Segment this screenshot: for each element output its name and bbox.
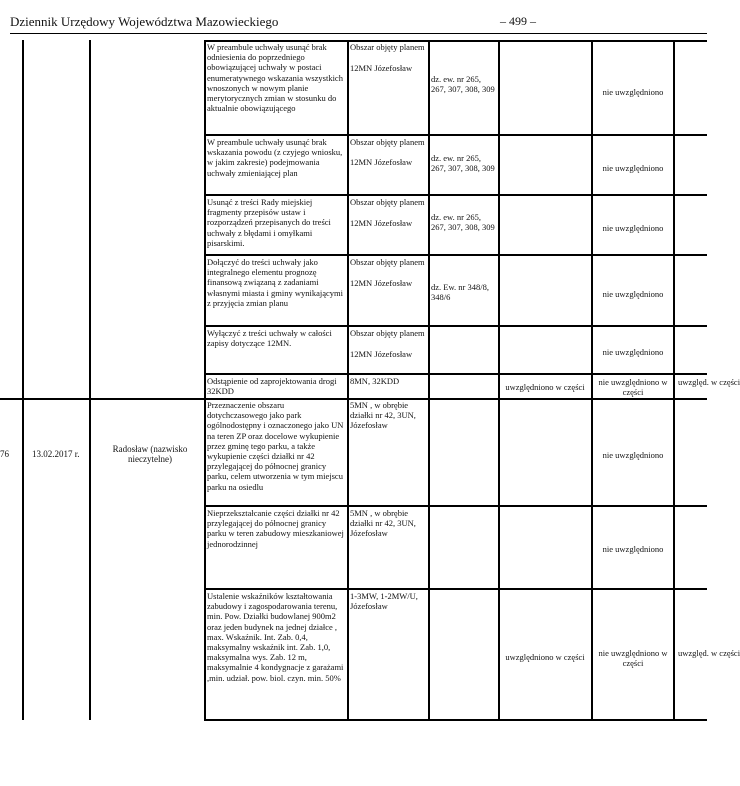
area-zone: 12MN Józefosław (350, 157, 413, 167)
area-zone: 12MN Józefosław (350, 63, 413, 73)
grid-line (204, 325, 707, 327)
status-label: nie uwzględniono w części (598, 648, 668, 669)
request-description: Wyłączyć z treści uchwały w całości zapisy dotyczące 12MN. (207, 328, 332, 349)
grid-line (89, 40, 91, 720)
partial-status: uwzględniono w części (505, 382, 585, 392)
header-rule (10, 33, 707, 34)
area-label: Obszar objęty planem (350, 137, 425, 147)
plot-numbers: dz. Ew. nr 348/8, 348/6 (431, 282, 489, 303)
area-zone: 5MN , w obrębie działki nr 42, 3UN, Józefosław (350, 508, 416, 539)
request-description: Usunąć z treści Rady miejskiej fragmenty przepisów ustaw i rozporządzeń przepisanych do treści uchwały z błędami i omyłkami pisarskimi. (207, 197, 331, 248)
area-zone: 12MN Józefosław (350, 218, 413, 228)
status-label: nie uwzględniono (602, 289, 664, 299)
grid-line (204, 254, 707, 256)
area-label: Obszar objęty planem (350, 42, 425, 52)
grid-line (428, 40, 430, 720)
grid-line (498, 40, 500, 720)
request-description: Przeznaczenie obszaru dotychczasowego jako park ogólnodostępny i oznaczonego jako UN na teren ZP oraz docelowe wykupienie przez gminę tego parku, a także wykupienie części działki nr 42 przylegającej do północnej granicy parku, celem utworzenia w tym miejscu parku na osiedlu (207, 400, 344, 492)
status-label: nie uwzględniono (602, 163, 664, 173)
grid-line (204, 194, 707, 196)
partial-status: uwzględniono w części (505, 652, 585, 662)
request-description: W preambule uchwały usunąć brak wskazania powodu (z czyjego wniosku, w jakim zakresie) podejmowania uchwały zmieniającej plan (207, 137, 343, 178)
extra-status: uwzględ. w części (678, 377, 740, 387)
area-zone: 8MN, 32KDD (350, 376, 400, 386)
area-zone: 12MN Józefosław (350, 349, 413, 359)
submitter-name: Radosław (nazwisko nieczytelne) (112, 444, 188, 465)
plot-numbers: dz. ew. nr 265, 267, 307, 308, 309 (431, 212, 495, 233)
grid-line (22, 40, 24, 720)
area-zone: 5MN , w obrębie działki nr 42, 3UN, Józefosław (350, 400, 416, 431)
request-description: W preambule uchwały usunąć brak odniesienia do poprzedniego obowiązującej uchwały w postaci enumeratywnego wskazania wszystkich wnoszonych w nowym planie merytorycznych zmian w stosunku do aktualnie obowiązującego (207, 42, 343, 114)
plot-numbers: dz. ew. nr 265, 267, 307, 308, 309 (431, 153, 495, 174)
status-label: nie uwzględniono (602, 347, 664, 357)
grid-line (204, 719, 707, 721)
area-zone: 12MN Józefosław (350, 278, 413, 288)
grid-line (204, 40, 206, 720)
journal-title: Dziennik Urzędowy Województwa Mazowieckiego (10, 14, 279, 29)
grid-line (204, 588, 707, 590)
request-description: Ustalenie wskaźników kształtowania zabudowy i zagospodarowania terenu, min. Pow. Działki budowlanej 900m2 oraz jeden budynek na jednej działce , max. Wskaźnik. Int. Zab. 0,4, maksymalny wskaźnik int. Zab. 1,0, maksymalna wys. Zab. 12 m, maksymalnie 4 kondygnacje z garażami ,min. udział. pow. biol. czyn. min. 50% (207, 591, 344, 683)
grid-line (591, 40, 593, 720)
request-description: Odstąpienie od zaprojektowania drogi 32KDD (207, 376, 337, 397)
status-label: nie uwzględniono (602, 223, 664, 233)
status-label: nie uwzględniono (602, 450, 664, 460)
status-label: nie uwzględniono w części (598, 377, 668, 398)
area-label: Obszar objęty planem (350, 328, 425, 338)
extra-status: uwzględ. w części (678, 648, 740, 658)
plot-numbers: dz. ew. nr 265, 267, 307, 308, 309 (431, 74, 495, 95)
area-label: Obszar objęty planem (350, 197, 425, 207)
entry-number: 76 (0, 449, 9, 459)
status-label: nie uwzględniono (602, 544, 664, 554)
area-label: Obszar objęty planem (350, 257, 425, 267)
grid-line (347, 40, 349, 720)
submission-date: 13.02.2017 r. (32, 449, 80, 459)
grid-line (204, 505, 707, 507)
grid-line (204, 134, 707, 136)
request-description: Dołączyć do treści uchwały jako integralnego elementu prognozę finansową związaną z zadaniami własnymi miasta i gminy wynikającymi z przyjęcia zmian planu (207, 257, 343, 308)
grid-line (673, 40, 675, 720)
area-zone: 1-3MW, 1-2MW/U, Józefosław (350, 591, 418, 612)
page-number: – 499 – (500, 14, 536, 28)
request-description: Nieprzekształcanie części działki nr 42 przylegającej do północnej granicy parku w teren zabudowy mieszkaniowej jednorodzinnej (207, 508, 344, 549)
grid-line (204, 373, 707, 375)
status-label: nie uwzględniono (602, 87, 664, 97)
